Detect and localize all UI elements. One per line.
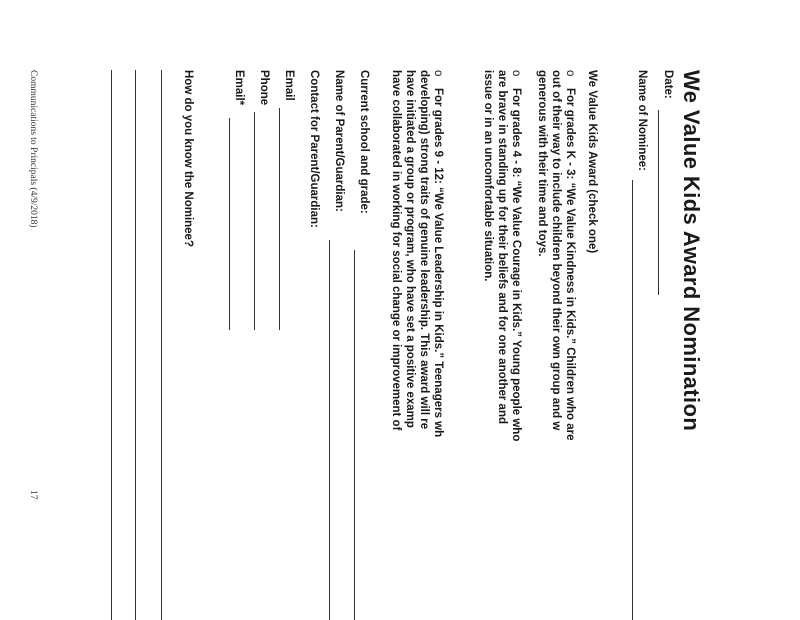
answer-line-3[interactable] — [111, 70, 112, 620]
option-line: issue or in an uncomfortable situation. — [482, 70, 494, 282]
nominee-label: Name of Nominee: — [636, 70, 648, 171]
contact-label: Contact for Parent/Guardian: — [308, 70, 320, 228]
answer-line-2[interactable] — [135, 70, 136, 620]
form-title: We Value Kids Award Nomination — [679, 70, 704, 432]
option-checkbox[interactable]: o — [510, 70, 522, 77]
nominee-question: How do you know the Nominee? — [182, 70, 194, 247]
school-field[interactable] — [354, 250, 355, 620]
email2-label: Email* — [233, 70, 245, 106]
email-field[interactable] — [279, 108, 280, 330]
option-line: generous with their time and toys. — [536, 70, 548, 257]
option-checkbox[interactable]: o — [432, 70, 444, 77]
school-label: Current school and grade: — [358, 70, 370, 214]
option-line: developing) strong traits of genuine leadership. This award will re — [418, 70, 430, 430]
email-label: Email — [283, 70, 295, 101]
date-field[interactable] — [658, 110, 659, 295]
parent-field[interactable] — [329, 240, 330, 620]
award-heading: We Value Kids Award (check one) — [586, 70, 598, 254]
option-checkbox[interactable]: o — [564, 70, 576, 77]
phone-label: Phone — [258, 70, 270, 106]
nominee-field[interactable] — [632, 180, 633, 620]
option-line: are brave in standing up for their beliefs and for one another and — [496, 70, 508, 424]
option-line: For grades 9 - 12: “We Value Leadership in Kids.” Teenagers wh — [432, 88, 444, 438]
email2-field[interactable] — [229, 118, 230, 330]
page-number: 17 — [28, 490, 38, 500]
option-line: have collaborated in working for social change or improvement of — [390, 70, 402, 431]
option-line: For grades K - 3: “We Value Kindness in Kids.” Children who are — [564, 88, 576, 441]
phone-field[interactable] — [254, 112, 255, 330]
footer-text: Communications to Principals (4/9/2018) — [28, 70, 38, 228]
answer-line-1[interactable] — [161, 70, 162, 620]
parent-label: Name of Parent/Guardian: — [333, 70, 345, 212]
option-line: For grades 4 - 8: “We Value Courage in Kids.” Young people who — [510, 88, 522, 442]
option-line: out of their way to include children beyond their own group and w — [550, 70, 562, 431]
date-label: Date: — [662, 70, 674, 99]
option-line: have initiated a group or program, who have set a positive examp — [404, 70, 416, 428]
